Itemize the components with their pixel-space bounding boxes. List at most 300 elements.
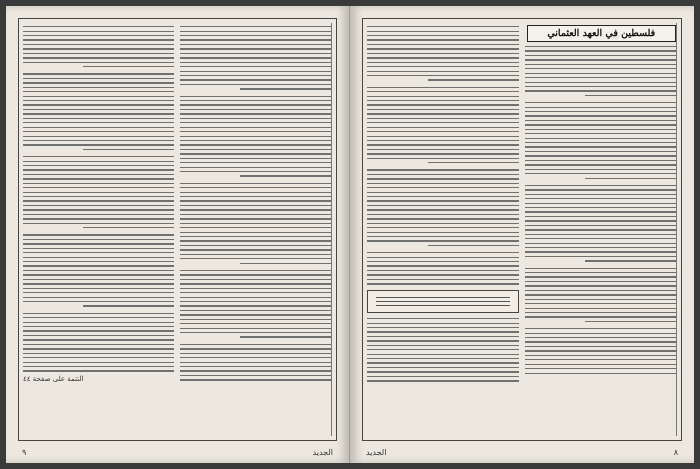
text-line [180, 140, 331, 141]
text-line [525, 169, 677, 170]
text-line [367, 158, 519, 159]
text-line [525, 138, 677, 139]
text-line [367, 57, 519, 58]
text-line [23, 161, 174, 162]
text-line [367, 340, 519, 341]
text-line [180, 79, 331, 80]
text-line [23, 357, 174, 358]
text-line [23, 192, 174, 193]
text-line [525, 151, 677, 152]
text-line [367, 174, 519, 175]
text-line [240, 336, 331, 337]
text-line [180, 332, 331, 333]
text-line [180, 292, 331, 293]
text-line [23, 353, 174, 354]
text-line [367, 323, 519, 324]
text-line [525, 238, 677, 239]
text-line [367, 127, 519, 128]
text-line [367, 376, 519, 377]
text-line [180, 84, 331, 85]
text-line [180, 104, 331, 105]
text-line [367, 118, 519, 119]
caption-line [376, 297, 510, 298]
text-line [23, 82, 174, 83]
text-line [525, 341, 677, 342]
text-line [180, 227, 331, 228]
text-line [367, 153, 519, 154]
text-line [180, 379, 331, 380]
text-line [525, 86, 677, 87]
article-title: فلسطين في العهد العثماني [527, 25, 676, 42]
text-line [23, 31, 174, 32]
text-line [23, 187, 174, 188]
text-line [180, 100, 331, 101]
left-page [6, 6, 350, 463]
text-line [23, 265, 174, 266]
text-line [367, 109, 519, 110]
text-line [525, 333, 677, 334]
text-line [367, 223, 519, 224]
text-line [525, 164, 677, 165]
text-line [180, 357, 331, 358]
text-line [23, 136, 174, 137]
text-line [367, 257, 519, 258]
text-line [180, 66, 331, 67]
text-line [525, 328, 677, 329]
text-line [180, 48, 331, 49]
text-line [367, 265, 519, 266]
text-line [525, 207, 677, 208]
text-line [180, 375, 331, 376]
text-line [180, 366, 331, 367]
text-line [367, 169, 519, 170]
text-line [367, 31, 519, 32]
text-line [180, 240, 331, 241]
text-line [180, 344, 331, 345]
text-line [367, 358, 519, 359]
text-line [525, 203, 677, 204]
text-line [23, 73, 174, 74]
text-line [180, 158, 331, 159]
text-line [23, 243, 174, 244]
text-line [23, 326, 174, 327]
text-line [367, 71, 519, 72]
text-line [23, 100, 174, 101]
text-line [367, 91, 519, 92]
text-line [23, 196, 174, 197]
text-line [23, 214, 174, 215]
text-line [367, 113, 519, 114]
right-page-frame [362, 18, 682, 441]
text-line [525, 115, 677, 116]
text-line [23, 165, 174, 166]
text-line [23, 218, 174, 219]
text-line [23, 91, 174, 92]
text-line [23, 104, 174, 105]
text-line [525, 173, 677, 174]
text-line [180, 26, 331, 27]
text-line [180, 53, 331, 54]
text-line [525, 198, 677, 199]
text-line [525, 251, 677, 252]
text-line [367, 35, 519, 36]
text-line [367, 367, 519, 368]
text-line [180, 274, 331, 275]
text-line [23, 118, 174, 119]
text-line [240, 263, 331, 264]
text-line [585, 178, 676, 179]
text-line [23, 252, 174, 253]
text-line [525, 316, 677, 317]
text-line [525, 102, 677, 103]
text-line [525, 46, 677, 47]
text-line [367, 87, 519, 88]
text-line [180, 39, 331, 40]
text-line [83, 149, 174, 150]
text-line [525, 185, 677, 186]
text-line [367, 140, 519, 141]
text-line [180, 205, 331, 206]
text-line [180, 297, 331, 298]
text-line [525, 350, 677, 351]
text-line [180, 254, 331, 255]
continued-note: التتمة على صفحة ٤٤ [23, 374, 84, 383]
text-line [180, 258, 331, 259]
text-line [367, 39, 519, 40]
text-line [180, 209, 331, 210]
text-line [180, 236, 331, 237]
text-line [23, 335, 174, 336]
text-line [23, 87, 174, 88]
text-line [240, 175, 331, 176]
text-line [585, 95, 676, 96]
text-line [23, 39, 174, 40]
text-line [23, 270, 174, 271]
text-line [23, 127, 174, 128]
text-line [367, 371, 519, 372]
text-line [367, 336, 519, 337]
text-line [367, 196, 519, 197]
text-line [525, 290, 677, 291]
text-line [23, 234, 174, 235]
text-line [23, 344, 174, 345]
text-line [180, 136, 331, 137]
text-line [180, 200, 331, 201]
text-line [180, 245, 331, 246]
text-line [525, 303, 677, 304]
text-line [23, 131, 174, 132]
text-line [525, 243, 677, 244]
text-line [23, 370, 174, 371]
text-line [525, 90, 677, 91]
text-line [525, 355, 677, 356]
right-column-b [525, 23, 678, 436]
text-line [180, 57, 331, 58]
text-line [23, 297, 174, 298]
text-line [180, 314, 331, 315]
text-line [23, 261, 174, 262]
text-line [23, 57, 174, 58]
text-line [525, 373, 677, 374]
text-line [367, 270, 519, 271]
text-line [23, 292, 174, 293]
text-line [525, 129, 677, 130]
text-line [525, 368, 677, 369]
text-line [525, 285, 677, 286]
text-line [180, 35, 331, 36]
text-line [180, 310, 331, 311]
text-line [83, 305, 174, 306]
text-line [180, 196, 331, 197]
text-line [180, 144, 331, 145]
text-line [525, 256, 677, 257]
text-line [367, 283, 519, 284]
text-line [23, 144, 174, 145]
right-page-footer [366, 448, 678, 457]
left-footer-page-number: ٩ [22, 448, 27, 457]
text-line [367, 104, 519, 105]
text-line [180, 109, 331, 110]
text-line [180, 232, 331, 233]
text-line [367, 349, 519, 350]
text-line [367, 131, 519, 132]
text-line [180, 153, 331, 154]
text-line [23, 53, 174, 54]
text-line [180, 96, 331, 97]
text-line [367, 26, 519, 27]
text-line [83, 66, 174, 67]
text-line [367, 261, 519, 262]
image-caption [367, 290, 519, 314]
text-line [23, 322, 174, 323]
left-page-frame [18, 18, 337, 441]
text-line [367, 62, 519, 63]
text-line [23, 313, 174, 314]
text-line [367, 252, 519, 253]
text-line [525, 281, 677, 282]
text-line [525, 216, 677, 217]
left-footer-title: الجديد [312, 448, 333, 457]
text-line [180, 171, 331, 172]
text-line [23, 283, 174, 284]
text-line [525, 142, 677, 143]
text-line [23, 169, 174, 170]
right-page-columns [367, 23, 677, 436]
text-line [180, 323, 331, 324]
text-line [180, 319, 331, 320]
text-line [525, 68, 677, 69]
text-line [367, 240, 519, 241]
text-line [367, 218, 519, 219]
caption-line [376, 305, 510, 306]
text-line [23, 279, 174, 280]
text-line [180, 131, 331, 132]
text-line [180, 122, 331, 123]
text-line [525, 73, 677, 74]
text-line [180, 279, 331, 280]
text-line [23, 200, 174, 201]
text-line [180, 348, 331, 349]
text-line [585, 260, 676, 261]
text-line [525, 272, 677, 273]
text-line [525, 107, 677, 108]
text-line [23, 339, 174, 340]
text-line [180, 162, 331, 163]
text-line [180, 118, 331, 119]
text-line [23, 48, 174, 49]
text-line [180, 31, 331, 32]
text-line [23, 274, 174, 275]
text-line [23, 78, 174, 79]
text-line [180, 44, 331, 45]
text-line [525, 346, 677, 347]
text-line [23, 209, 174, 210]
text-line [23, 301, 174, 302]
text-line [525, 146, 677, 147]
left-column-b [180, 23, 332, 436]
text-line [23, 62, 174, 63]
text-line [525, 82, 677, 83]
text-line [428, 245, 519, 246]
text-line [23, 348, 174, 349]
text-line [180, 301, 331, 302]
text-line [367, 232, 519, 233]
text-line [525, 299, 677, 300]
text-line [367, 66, 519, 67]
text-line [525, 229, 677, 230]
text-line [525, 77, 677, 78]
text-line [525, 276, 677, 277]
text-line [23, 362, 174, 363]
text-line [525, 359, 677, 360]
text-line [525, 155, 677, 156]
text-line [525, 234, 677, 235]
text-line [525, 294, 677, 295]
text-line [428, 162, 519, 163]
text-line [367, 327, 519, 328]
text-line [180, 214, 331, 215]
text-line [83, 227, 174, 228]
text-line [23, 35, 174, 36]
text-line [180, 183, 331, 184]
text-line [240, 88, 331, 89]
text-line [23, 257, 174, 258]
text-line [180, 127, 331, 128]
text-line [367, 236, 519, 237]
text-line [525, 55, 677, 56]
text-line [180, 288, 331, 289]
text-line [367, 331, 519, 332]
text-line [525, 120, 677, 121]
text-line [180, 187, 331, 188]
text-line [23, 248, 174, 249]
text-line [367, 149, 519, 150]
text-line [367, 136, 519, 137]
text-line [367, 200, 519, 201]
right-footer-page-number: ٨ [673, 448, 678, 457]
text-line [525, 50, 677, 51]
text-line [367, 144, 519, 145]
text-line [23, 96, 174, 97]
text-line [367, 100, 519, 101]
text-line [367, 318, 519, 319]
text-line [180, 62, 331, 63]
text-line [367, 274, 519, 275]
text-line [367, 48, 519, 49]
text-line [23, 113, 174, 114]
text-line [180, 362, 331, 363]
right-footer-title: الجديد [366, 448, 387, 457]
text-line [367, 75, 519, 76]
text-line [367, 214, 519, 215]
text-line [23, 156, 174, 157]
text-line [525, 247, 677, 248]
text-line [367, 227, 519, 228]
text-line [367, 279, 519, 280]
text-line [180, 75, 331, 76]
text-line [367, 183, 519, 184]
magazine-spread [6, 6, 694, 463]
text-line [525, 111, 677, 112]
text-line [367, 362, 519, 363]
text-line [23, 140, 174, 141]
text-line [180, 192, 331, 193]
left-page-columns [23, 23, 332, 436]
text-line [525, 189, 677, 190]
text-line [525, 59, 677, 60]
text-line [367, 53, 519, 54]
text-line [525, 220, 677, 221]
text-line [180, 283, 331, 284]
text-line [367, 205, 519, 206]
text-line [525, 225, 677, 226]
text-line [23, 178, 174, 179]
left-column-a [23, 23, 174, 436]
text-line [180, 305, 331, 306]
text-line [23, 239, 174, 240]
text-line [525, 133, 677, 134]
text-line [367, 122, 519, 123]
text-line [525, 364, 677, 365]
text-line [180, 218, 331, 219]
text-line [367, 187, 519, 188]
text-line [180, 370, 331, 371]
text-line [525, 337, 677, 338]
right-page [350, 6, 694, 463]
text-line [367, 44, 519, 45]
text-line [525, 160, 677, 161]
text-line [23, 205, 174, 206]
text-line [23, 174, 174, 175]
text-line [367, 345, 519, 346]
text-line [23, 366, 174, 367]
text-line [525, 308, 677, 309]
text-line [180, 270, 331, 271]
text-line [367, 354, 519, 355]
text-line [23, 223, 174, 224]
text-line [23, 317, 174, 318]
text-line [367, 209, 519, 210]
text-line [367, 192, 519, 193]
text-line [23, 44, 174, 45]
text-line [525, 268, 677, 269]
text-line [23, 26, 174, 27]
text-line [585, 321, 676, 322]
text-line [180, 223, 331, 224]
text-line [525, 64, 677, 65]
caption-line [376, 301, 510, 302]
text-line [428, 79, 519, 80]
